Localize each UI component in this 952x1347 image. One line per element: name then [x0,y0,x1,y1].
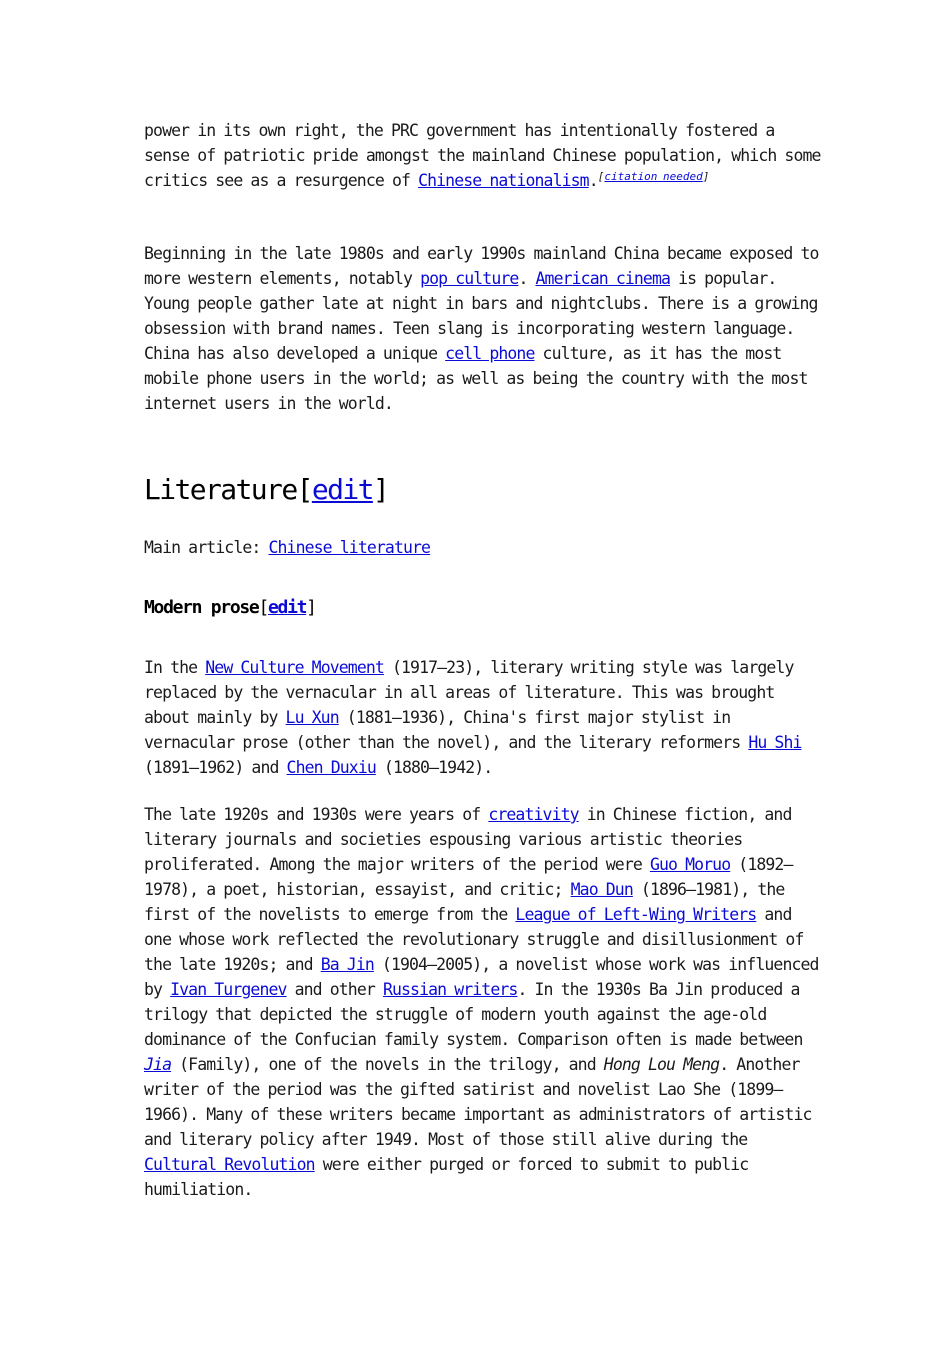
link-ba-jin[interactable]: Ba Jin [320,955,374,974]
link-league-of-left-wing-writers[interactable]: League of Left-Wing Writers [515,905,757,924]
link-cell-phone[interactable]: cell phone [445,344,535,363]
bracket: [ [597,170,605,183]
link-lu-xun[interactable]: Lu Xun [285,708,339,727]
text: (Family), one of the novels in the trilogy, and [171,1055,604,1074]
link-chinese-nationalism[interactable]: Chinese nationalism [418,171,589,190]
link-new-culture-movement[interactable]: New Culture Movement [205,658,384,677]
text: (1896–1981), the first of the novelists to emerge from the [144,880,785,924]
text: culture, as it has the most mobile phone users in the world; as well as being the country with the most internet users in the world. [144,344,808,413]
bracket: ] [372,473,389,506]
section-modern-prose [144,595,824,621]
heading-literature [144,472,824,508]
text: The late 1920s and 1930s were years of [144,805,489,824]
edit-link-modern-prose[interactable]: edit [268,597,307,618]
link-ivan-turgenev[interactable]: Ivan Turgenev [170,980,287,999]
link-hu-shi[interactable]: Hu Shi [748,733,802,752]
text: Beginning in the late 1980s and early 1990s mainland China became exposed to more western elements, notably [144,244,819,288]
main-article-note [144,535,824,560]
text: power in its own right, the PRC government has intentionally fostered a sense of patriotic pride amongst the mainland Chinese population, which some critics see as a resurgence of [144,121,821,190]
link-pop-culture[interactable]: pop culture [420,269,519,288]
link-guo-moruo[interactable]: Guo Moruo [649,855,731,874]
text: . Another writer of the period was the gifted satirist and novelist Lao She (1899–1966). Many of these writers became important as administrators of artistic and literary policy after 1949. Most of those still alive during the [144,1055,812,1149]
heading-modern-prose [144,595,824,621]
link-chen-duxiu[interactable]: Chen Duxiu [286,758,376,777]
bracket: ] [306,597,316,618]
text: In the [144,658,206,677]
italic-title-hong-lou-meng: Hong Lou Meng [603,1055,720,1074]
link-creativity[interactable]: creativity [488,805,579,824]
link-american-cinema[interactable]: American cinema [535,269,671,288]
paragraph-new-culture [144,655,824,780]
link-mao-dun[interactable]: Mao Dun [570,880,633,899]
bracket: [ [258,597,268,618]
text: . In the 1930s Ba Jin produced a trilogy that depicted the struggle of modern youth against the age-old dominance of the Confucian family system. Comparison often is made between [144,980,803,1049]
text: (1881–1936), China's first major stylist in vernacular prose (other than the novel), and the literary reformers [144,708,749,752]
text: (1880–1942). [375,758,493,777]
text: (1892–1978), a poet, historian, essayist, and critic; [144,855,793,899]
bracket: [ [296,473,312,506]
text: (1891–1962) and [144,758,287,777]
link-citation-needed[interactable]: citation needed [604,170,703,183]
paragraph-western-elements [144,241,824,416]
link-chinese-literature[interactable]: Chinese literature [268,538,431,557]
main-article-label: Main article: [144,538,269,557]
edit-link-literature[interactable]: edit [311,473,373,506]
text: were either purged or forced to submit to public humiliation. [144,1155,749,1199]
text: is popular. Young people gather late at night in bars and nightclubs. There is a growing obsession with brand names. Teen slang is incorporating western language. China has also developed a unique [144,269,818,363]
text: (1917–23), literary writing style was largely replaced by the vernacular in all areas of literature. This was brought about mainly by [144,658,794,727]
paragraph-1920s-1930s [144,802,824,1202]
link-russian-writers[interactable]: Russian writers [382,980,518,999]
text: (1904–2005), a novelist whose work was influenced by [144,955,819,999]
section-literature [144,472,824,508]
text: . [518,269,536,288]
heading-text: Modern prose [144,597,259,618]
bracket: ] [702,170,710,183]
text: and one whose work reflected the revolutionary struggle and disillusionment of the late 1920s; and [144,905,804,974]
link-cultural-revolution[interactable]: Cultural Revolution [144,1155,315,1174]
text: in Chinese fiction, and literary journals and societies espousing various artistic theories proliferated. Among the major writers of the period were [144,805,792,874]
link-jia[interactable]: Jia [144,1055,172,1074]
heading-text: Literature [144,473,297,506]
text: and other [286,980,383,999]
text: . [588,171,598,190]
citation-needed [598,170,710,183]
paragraph-nationalism [144,118,824,193]
